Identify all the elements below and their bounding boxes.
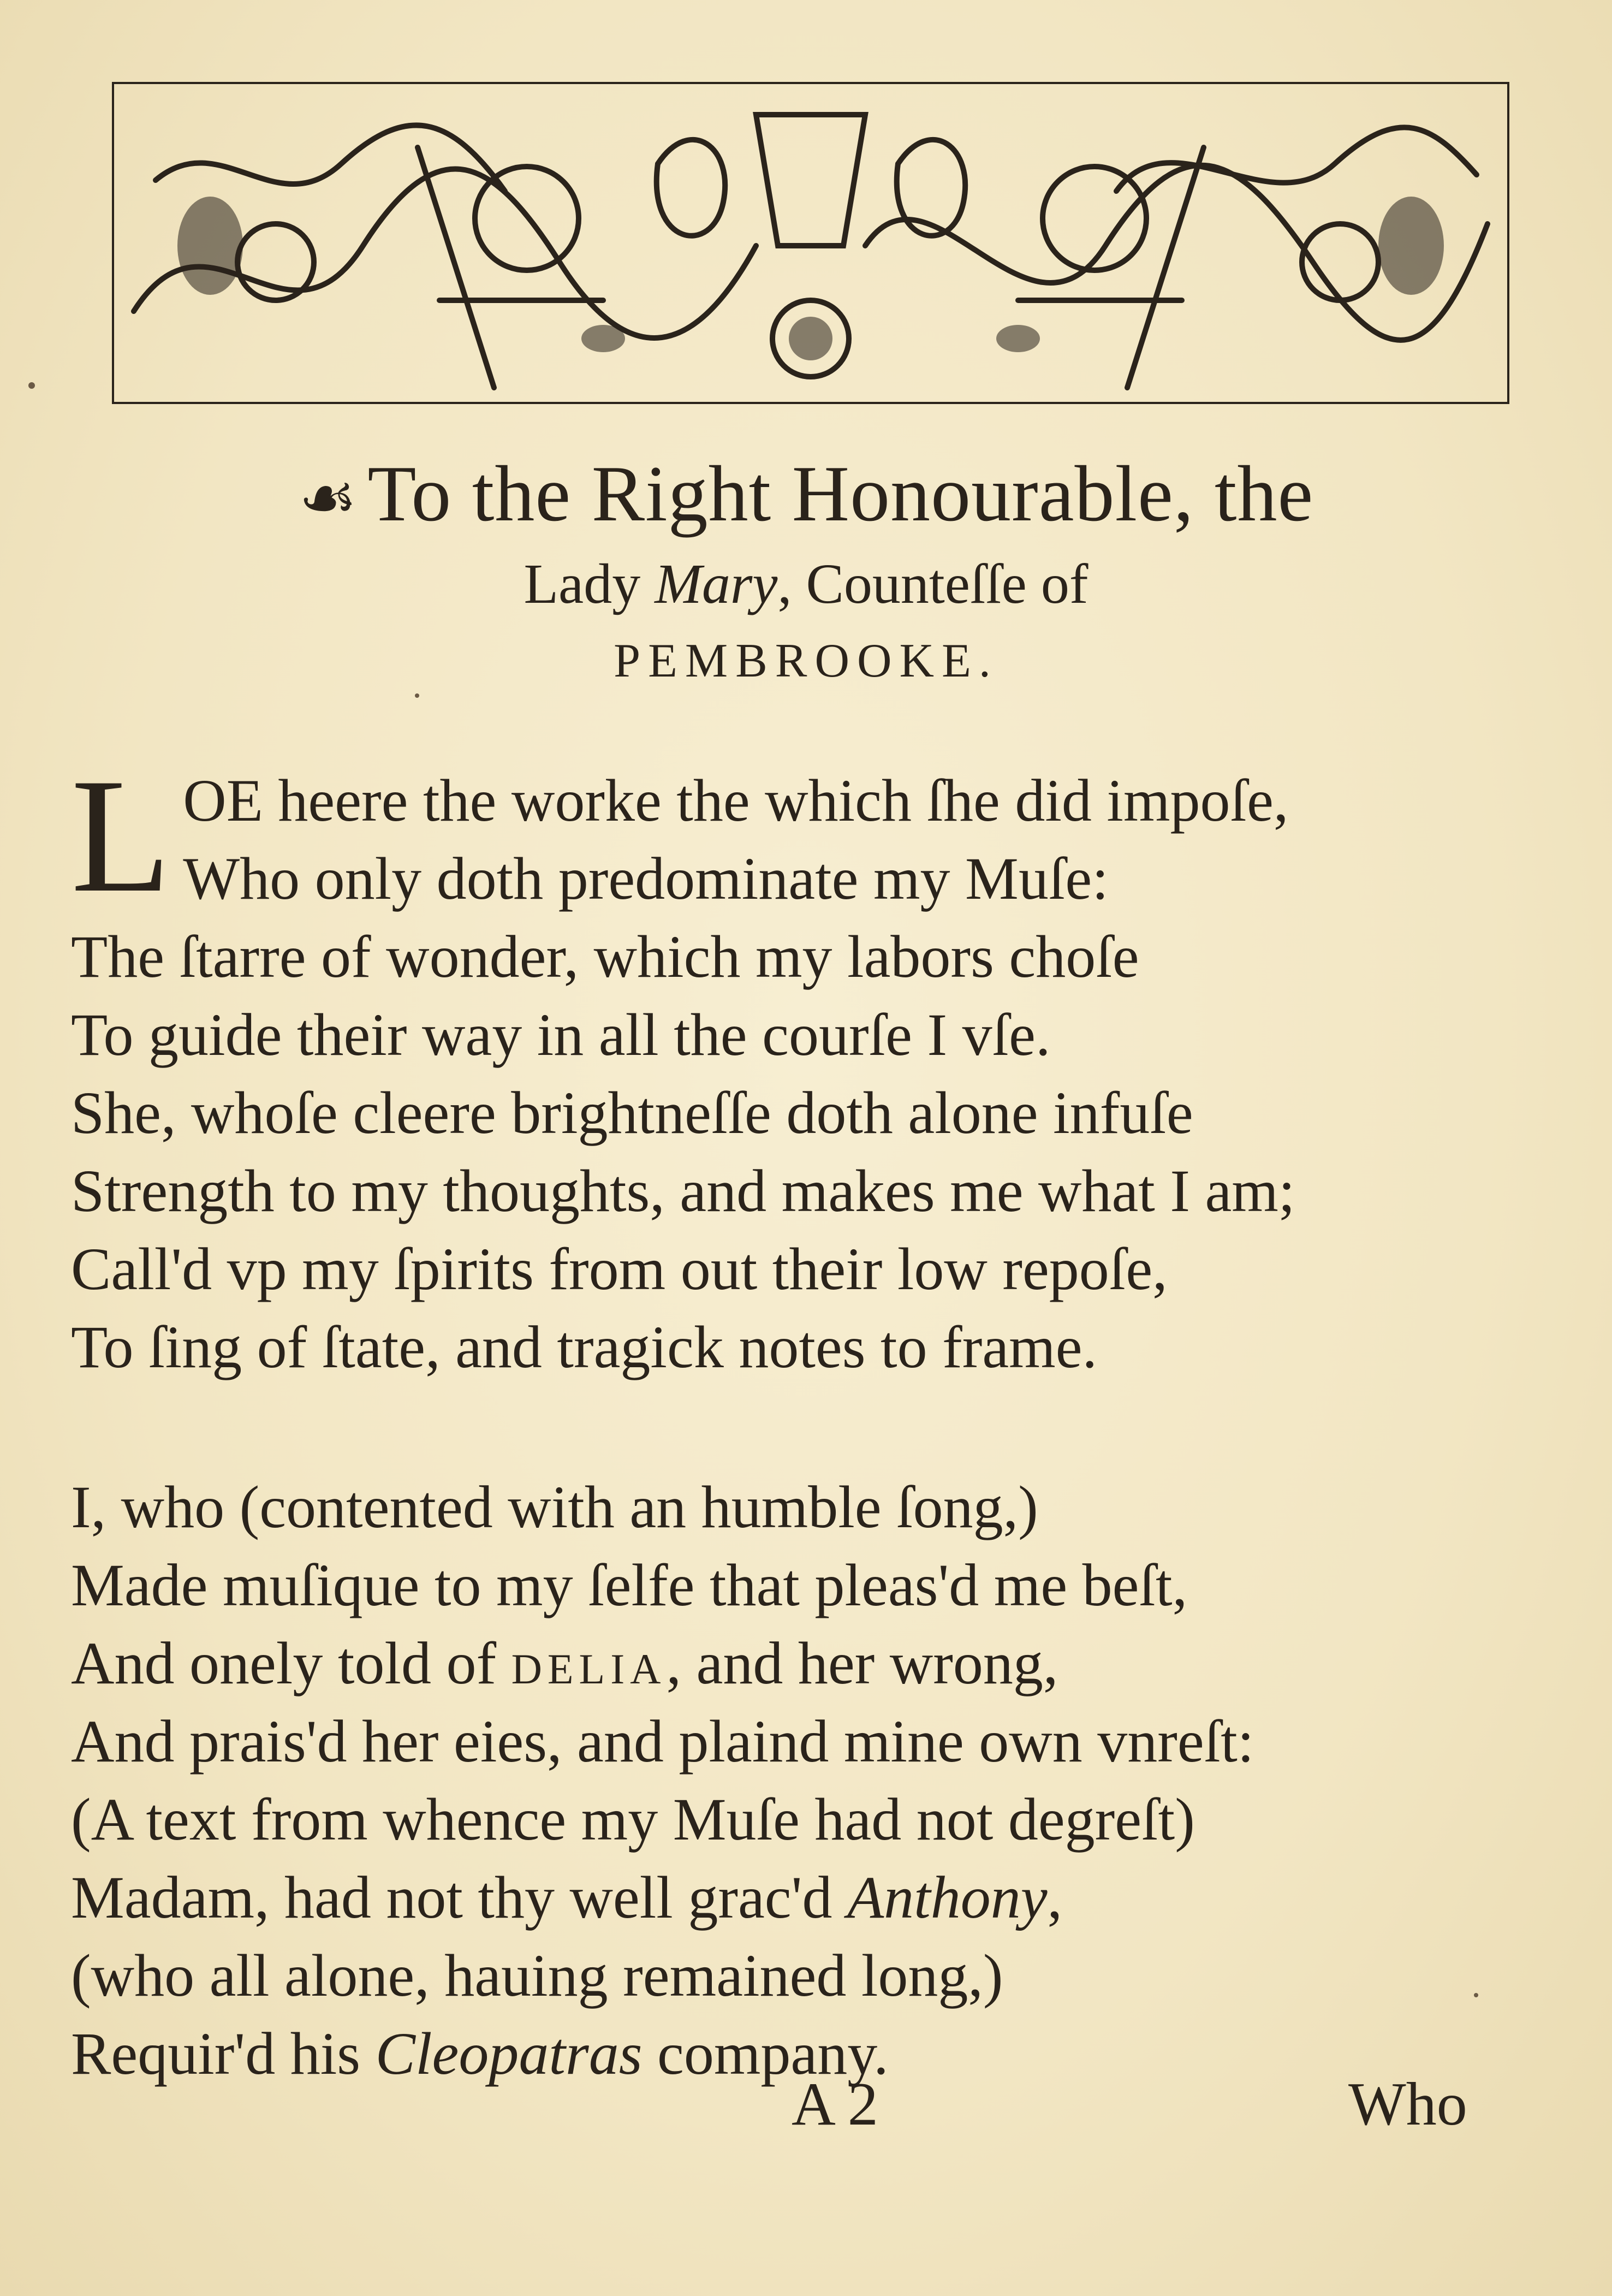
stanza-1 [71,745,1545,1386]
poem-line: She, whoſe cleere brightneſſe doth alone infuſe [71,1079,1193,1146]
title-line-2 [0,551,1612,616]
poem-line-pre: And onely told of [71,1630,511,1696]
poem-line: To guide their way in all the courſe I vſe. [71,1001,1051,1068]
paper-speck [28,382,35,389]
poem-line: To ſing of ſtate, and tragick notes to frame. [71,1314,1098,1380]
poem-line: Call'd vp my ſpirits from out their low repoſe, [71,1236,1168,1302]
poem-line [71,1624,1545,1702]
poem-line: Made muſique to my ſelfe that pleas'd me beſt, [71,1552,1188,1618]
poem-line-name: DELIA [511,1645,667,1693]
poem-line [71,1859,1545,1937]
poem-line: The ſtarre of wonder, which my labors choſe [71,923,1139,990]
drop-cap: L [71,745,171,926]
stanza-1-opening [71,745,1545,926]
signature-mark: A 2 [792,2070,878,2138]
poem-line-name: Anthony [847,1864,1048,1931]
title-line-3: PEMBROOKE. [614,634,998,687]
poem-line: OE heere the worke the which ſhe did impoſe, [183,767,1289,834]
poem-line: Strength to my thoughts, and makes me what I am; [71,1158,1295,1224]
stanza-2 [71,1468,1545,2093]
poem-line: (who all alone, hauing remained long,) [71,1942,1003,2009]
title-line-1 [0,448,1612,539]
poem-line: (A text from whence my Muſe had not degreſt) [71,1786,1195,1853]
poem-line-post: , and her wrong, [666,1630,1058,1696]
paper-speck [1474,1993,1478,1997]
woodcut-headpiece [112,82,1509,404]
title-line-2-name: Mary [655,553,778,615]
poem-line-pre: Requir'd his [71,2020,376,2087]
fleuron-icon: ☙ [298,462,358,535]
title-line-2-post: , Counteſſe of [777,553,1088,615]
title-line-2-pre: Lady [524,553,655,615]
title-line-1-text: To the Right Honourable, the [367,449,1314,538]
poem-line-post: , [1047,1864,1063,1931]
poem-line: And prais'd her eies, and plaind mine own vnreſt: [71,1708,1254,1775]
poem-line-pre: Madam, had not thy well grac'd [71,1864,847,1931]
paper-speck [415,693,419,698]
catchword: Who [1348,2070,1467,2138]
poem-line-post: company. [642,2020,889,2087]
poem-line-name: Cleopatras [375,2020,643,2087]
poem-line: Who only doth predominate my Muſe: [183,845,1109,912]
poem [71,745,1545,2175]
poem-line: I, who (contented with an humble ſong,) [71,1474,1038,1540]
